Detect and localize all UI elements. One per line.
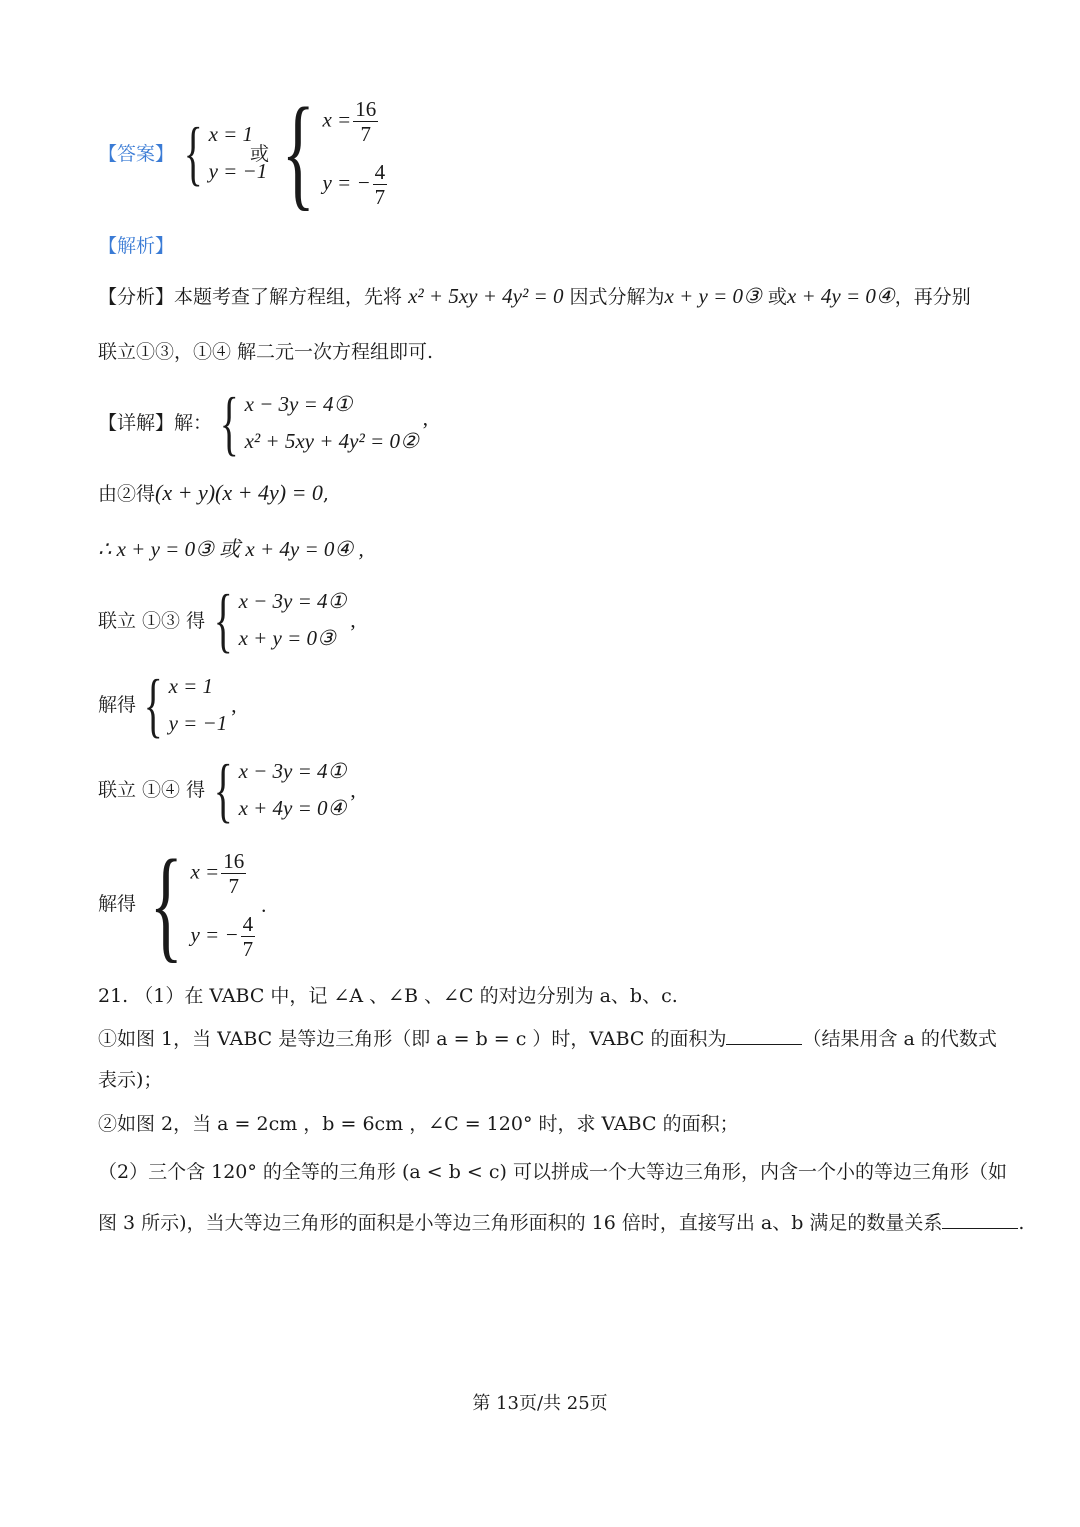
detail-sys-row1: x − 3y = 4① [244, 392, 353, 416]
detail-step-4-label: 解得 [98, 694, 137, 716]
answer-system-2 [268, 83, 389, 222]
analysis-line-1: 【分析】本题考查了解方程组，先将 x² + 5xy + 4y² = 0 因式分解为x + y = 0③ 或x + 4y = 0④，再分别 [98, 284, 971, 308]
step3-row2: x + y = 0③ [238, 626, 336, 650]
q21-line-5: （2）三个含 120° 的全等的三角形 (a < b < c) 可以拼成一个大等边三角形，内含一个小的等边三角形（如 [98, 1161, 1007, 1183]
brace-icon: { [183, 113, 203, 193]
q21-line-1: 21. （1）在 VABC 中，记 ∠A 、∠B 、∠C 的对边分别为 a、b、c. [98, 985, 678, 1007]
detail-step-6-label: 解得 [98, 893, 137, 915]
detail-step-3-label: 联立 ①③ 得 [98, 610, 206, 632]
q21-line-4: ②如图 2，当 a = 2cm ，b = 6cm ，∠C = 120° 时，求 VABC 的面积； [98, 1113, 739, 1135]
analysis-tag: 【解析】 [98, 235, 175, 257]
detail-tag: 【详解】解： [98, 412, 213, 434]
detail-step-1: 由②得(x + y)(x + 4y) = 0, [98, 480, 329, 505]
answer-sys1-row1: x = 1 [208, 122, 254, 146]
detail-step-2: ∴ x + y = 0③ 或 x + 4y = 0④ , [98, 537, 364, 561]
detail-sys-row2: x² + 5xy + 4y² = 0② [244, 429, 419, 453]
detail-step-5-system: { x − 3y = 4① x + 4y = 0④ , [213, 750, 356, 830]
q21-line-2: ①如图 1，当 VABC 是等边三角形（即 a = b = c ）时，VABC 的面积为 （结果用含 a 的代数式 [98, 1028, 997, 1050]
answer-sys2-row1: x = $\frac{16}{7}$ [322, 97, 377, 146]
brace-icon: { [281, 83, 315, 222]
step6-row1: x = $\frac{16}{7}$ [190, 849, 245, 898]
answer-sys1-row2: y = −1 [208, 159, 268, 183]
brace-icon: { [213, 580, 233, 660]
step5-row2: x + 4y = 0④ [238, 796, 347, 820]
answer-sys2-row2: y = − $\frac{4}{7}$ [322, 160, 386, 209]
step5-row1: x − 3y = 4① [238, 759, 347, 783]
q21-line-6: 图 3 所示)，当大等边三角形的面积是小等边三角形面积的 16 倍时，直接写出 a、b 满足的数量关系 . [98, 1212, 1025, 1234]
brace-icon: { [213, 750, 233, 830]
step3-row1: x − 3y = 4① [238, 589, 347, 613]
brace-icon: { [143, 665, 163, 745]
page-footer: 第 13页/共 25页 [472, 1393, 608, 1414]
detail-step-3-system: { x − 3y = 4① x + y = 0③ , [213, 580, 356, 660]
answer-or: 或 [250, 143, 270, 165]
answer-blank-2[interactable] [942, 1210, 1018, 1229]
detail-step-5-label: 联立 ①④ 得 [98, 779, 206, 801]
analysis-line-2: 联立①③，①④ 解二元一次方程组即可. [98, 341, 434, 363]
step4-row2: y = −1 [168, 711, 228, 735]
answer-blank-1[interactable] [726, 1026, 802, 1045]
step4-row1: x = 1 [168, 674, 214, 698]
step6-row2: y = − $\frac{4}{7}$ [190, 912, 254, 961]
detail-step-4-system: { x = 1 y = −1 , [143, 665, 237, 745]
brace-icon: { [219, 383, 239, 463]
detail-system: { x − 3y = 4① x² + 5xy + 4y² = 0② , [219, 383, 429, 463]
q21-line-3: 表示)； [98, 1069, 163, 1091]
answer-tag: 【答案】 [98, 143, 175, 165]
brace-icon: { [149, 835, 183, 974]
detail-step-6-system: { x = $\frac{16}{7}$ y = − $\frac{4}{7}$ . [149, 835, 267, 974]
